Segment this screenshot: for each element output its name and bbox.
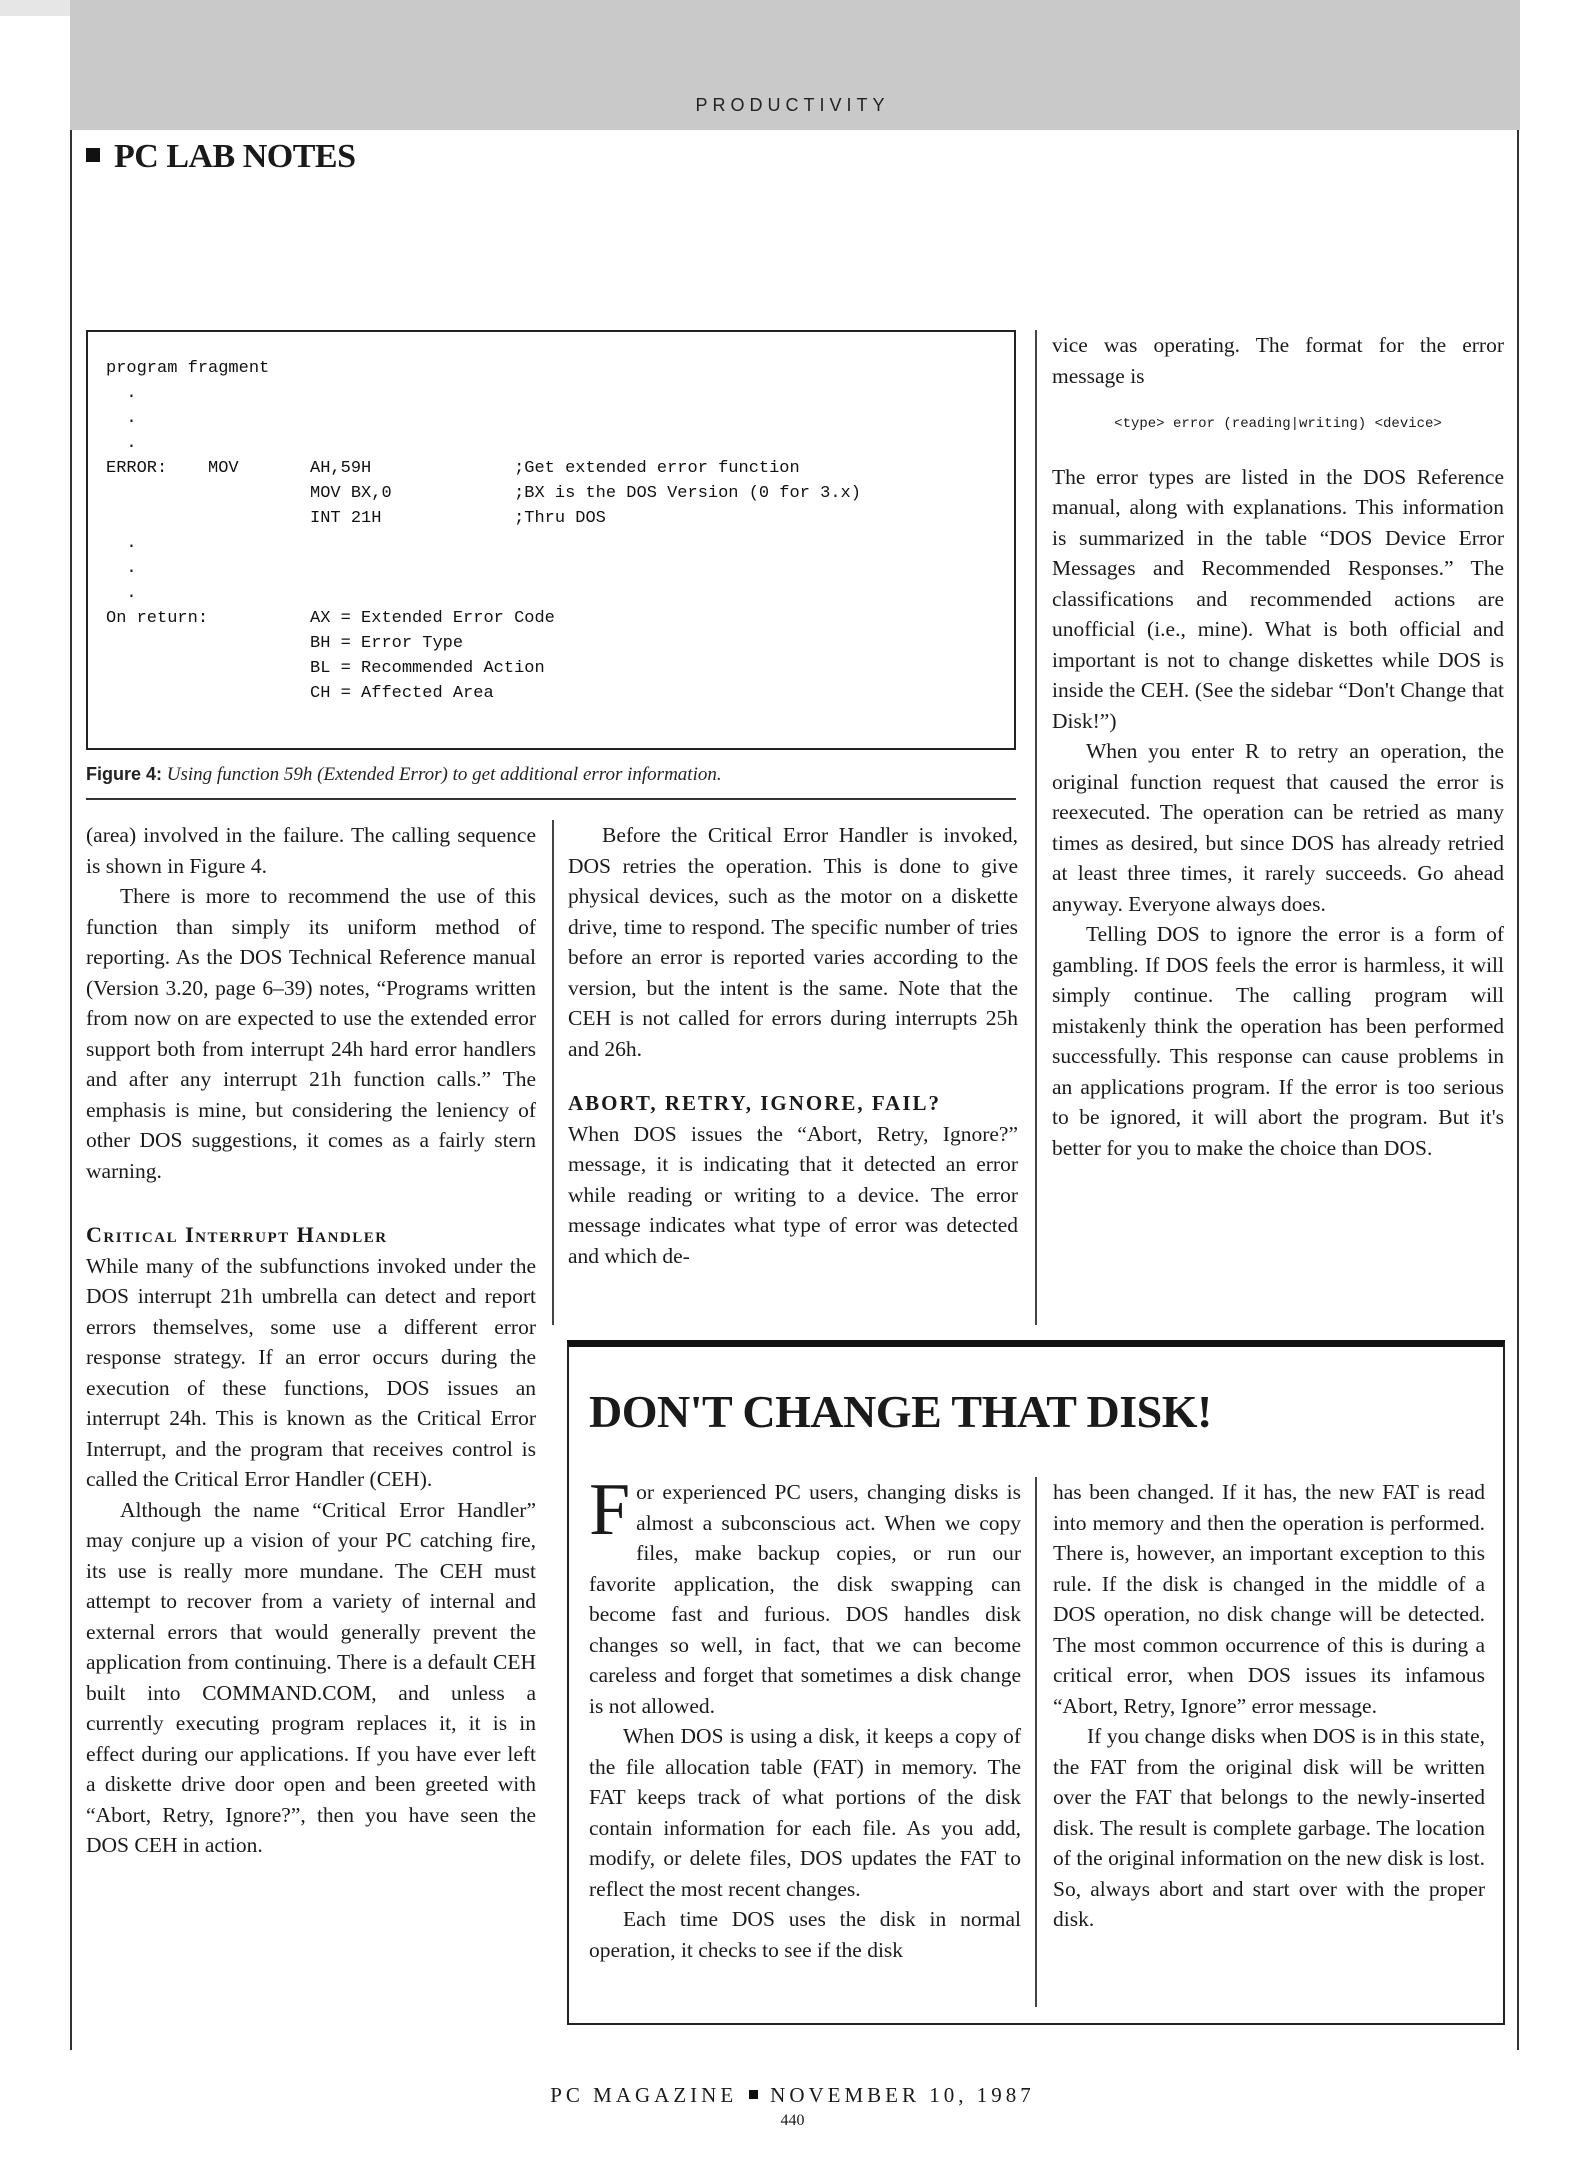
- paragraph: vice was operating. The format for the error message is: [1052, 333, 1504, 388]
- paragraph: When DOS issues the “Abort, Retry, Ignore?” message, it is indicating that it detected an error while reading or writing to a device. The error message indicates what type of error was detected and which de-: [568, 1121, 1018, 1268]
- section-heading: ABORT, RETRY, IGNORE, FAIL?: [568, 1091, 942, 1115]
- paragraph: If you change disks when DOS is in this state, the FAT from the original disk will be written over the FAT that belongs to the newly-inserted disk. The result is complete garbage. The location of the original information on the new disk is lost. So, always abort and start over with the proper disk.: [1053, 1724, 1485, 1931]
- paragraph: When DOS is using a disk, it keeps a copy of the file allocation table (FAT) in memory. The FAT keeps track of what portions of the disk contain information for each file. As you add, modify, or delete files, DOS updates the FAT to reflect the most recent changes.: [589, 1724, 1021, 1901]
- paragraph-text: or experienced PC users, changing disks is almost a subconscious act. When we copy files, make backup copies, or run our favorite application, the disk swapping can become fast and furious. DOS handles disk changes so well, in fact, that we can become careless and forget that sometimes a disk change is not allowed.: [589, 1480, 1021, 1718]
- department-title: [86, 138, 356, 176]
- caption-text: Using function 59h (Extended Error) to get additional error information.: [162, 764, 722, 785]
- caption-divider: [86, 798, 1016, 800]
- sidebar-box: [567, 1340, 1505, 2025]
- page-rule-right: [1517, 130, 1519, 2050]
- paragraph: When you enter R to retry an operation, the original function request that caused the error is reexecuted. The operation can be retried as many times as desired, but since DOS has already retried at least three times, it rarely succeeds. Go ahead anyway. Everyone always does.: [1052, 739, 1504, 916]
- sidebar-column-2: [1053, 1477, 1485, 1935]
- bullet-square-icon: [749, 2090, 758, 2099]
- paragraph: Although the name “Critical Error Handler” may conjure up a vision of your PC catching fire, its use is really more mundane. The CEH must attempt to recover from a variety of internal and external errors that would generally prevent the application from continuing. There is a default CEH built into COMMAND.COM, and unless a currently executing program replaces it, it is in effect during our applications. If you have ever left a diskette drive door open and been greeted with “Abort, Retry, Ignore?”, then you have seen the DOS CEH in action.: [86, 1497, 536, 1857]
- section-label: PRODUCTIVITY: [695, 95, 890, 115]
- article-column-2: [568, 820, 1018, 1271]
- paragraph: [589, 1469, 1021, 1721]
- code-listing: program fragment . . . ERROR: MOV AH,59H ;Get extended error function MOV BX,0 ;BX is the DOS Version (0 for 3.x) INT 21H ;Thru DOS . . . On return: AX = Extended Error Code BH = Error Type BL = Recommended Action CH = Affected Area: [106, 359, 861, 703]
- paragraph: Each time DOS uses the disk in normal operation, it checks to see if the disk: [589, 1907, 1021, 1962]
- magazine-name: PC MAGAZINE: [550, 2083, 738, 2107]
- page-rule-left: [70, 130, 72, 2050]
- paragraph: (area) involved in the failure. The calling sequence is shown in Figure 4.: [86, 823, 536, 878]
- paragraph: While many of the subfunctions invoked under the DOS interrupt 21h umbrella can detect and report errors themselves, some use a different error response strategy. If an error occurs during the execution of these functions, DOS issues an interrupt 24h. This is known as the Critical Error Interrupt, and the program that receives control is called the Critical Error Handler (CEH).: [86, 1253, 536, 1491]
- caption-label: Figure 4:: [86, 764, 163, 784]
- sidebar-column-1: [589, 1469, 1021, 1965]
- paragraph: There is more to recommend the use of this function than simply its uniform method of reporting. As the DOS Technical Reference manual (Version 3.20, page 6–39) notes, “Programs written from now on are expected to use the extended error support both from interrupt 24h hard error handlers and after any interrupt 21h function calls.” The emphasis is mine, but considering the leniency of other DOS suggestions, it comes as a fairly stern warning.: [86, 884, 536, 1183]
- paragraph: has been changed. If it has, the new FAT is read into memory and then the operation is performed. There is, however, an important exception to this rule. If the disk is changed in the middle of a DOS operation, no disk change will be detected. The most common occurrence of this is during a critical error, when DOS issues its infamous “Abort, Retry, Ignore” error message.: [1053, 1480, 1485, 1718]
- column-divider: [1035, 330, 1037, 1325]
- page-footer: [0, 2083, 1585, 2108]
- section-heading: Critical Interrupt Handler: [86, 1222, 388, 1247]
- article-column-1: [86, 820, 536, 1861]
- article-column-3: [1052, 330, 1504, 1163]
- paragraph: The error types are listed in the DOS Reference manual, along with explanations. This information is summarized in the table “DOS Device Error Messages and Recommended Responses.” The classifications and recommended actions are unofficial (i.e., mine). What is both official and important is not to change diskettes while DOS is inside the CEH. (See the sidebar “Don't Change that Disk!”): [1052, 464, 1504, 733]
- page-number: 440: [780, 2112, 805, 2129]
- sidebar-title: DON'T CHANGE THAT DISK!: [589, 1386, 1212, 1437]
- sidebar-column-divider: [1035, 1477, 1037, 2007]
- scan-edge: [0, 0, 70, 16]
- column-divider: [552, 820, 554, 1325]
- error-format: <type> error (reading|writing) <device>: [1114, 416, 1442, 432]
- drop-cap: F: [589, 1469, 631, 1551]
- paragraph: Telling DOS to ignore the error is a form of gambling. If DOS feels the error is harmless, it will simply continue. The calling program will mistakenly think the operation has been performed successfully. This response can cause problems in an applications program. If the error is too serious to be ignored, it will abort the program. But it's better for you to make the choice than DOS.: [1052, 922, 1504, 1160]
- department-label: PC LAB NOTES: [114, 138, 356, 175]
- figure-caption: [86, 764, 1016, 786]
- code-figure: [86, 330, 1016, 750]
- bullet-square-icon: [86, 148, 100, 162]
- paragraph: Before the Critical Error Handler is invoked, DOS retries the operation. This is done to give physical devices, such as the motor on a diskette drive, time to respond. The specific number of tries before an error is reported varies according to the version, but the intent is the same. Note that the CEH is not called for errors during interrupts 25h and 26h.: [568, 823, 1018, 1061]
- issue-date: NOVEMBER 10, 1987: [770, 2083, 1035, 2107]
